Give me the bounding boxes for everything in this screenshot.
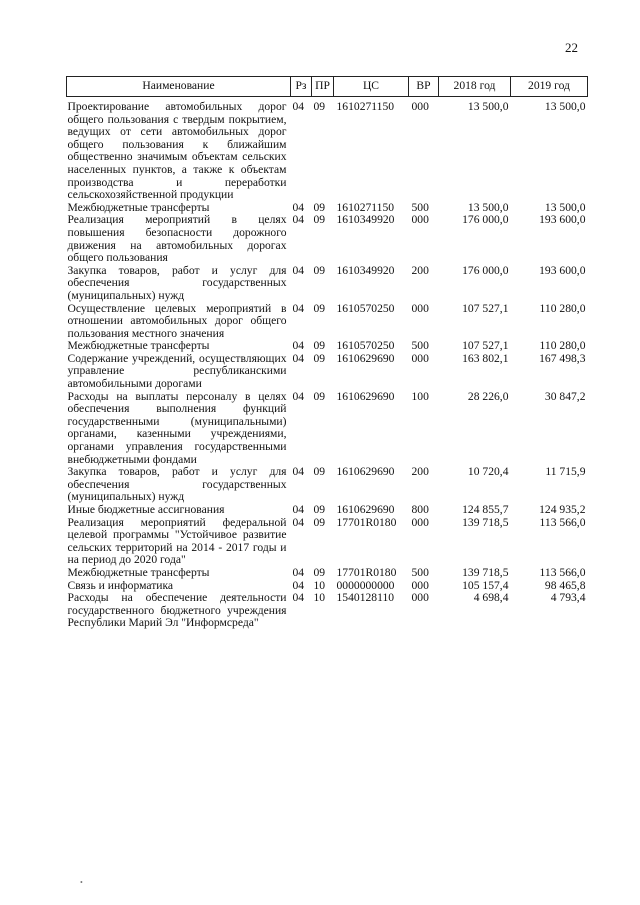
- cell-cs: 1610349920: [336, 263, 395, 277]
- cell-vr: 500: [411, 339, 429, 353]
- cell-pr: 09: [313, 351, 326, 365]
- cell-vr: 500: [411, 200, 429, 214]
- table-row: [67, 303, 588, 341]
- cell-name: Межбюджетные трансферты: [67, 200, 210, 214]
- cell-cs: 1610349920: [336, 213, 395, 227]
- cell-y2019: 98 465,8: [544, 578, 586, 592]
- cell-y2018: 107 527,1: [462, 339, 509, 353]
- cell-cs: 1610271150: [336, 100, 395, 113]
- cell-y2019: 113 566,0: [539, 515, 586, 529]
- cell-pr: 09: [313, 200, 326, 214]
- cell-name: Иные бюджетные ассигнования: [67, 503, 225, 516]
- cell-vr: 000: [411, 100, 429, 113]
- cell-vr: 000: [411, 515, 429, 529]
- cell-vr: 000: [411, 213, 429, 227]
- cell-name: Расходы на обеспечение деятельности государственного бюджетного учреждения Республики Марий Эл "Информсреда": [67, 591, 287, 630]
- cell-y2018: 176 000,0: [462, 263, 509, 277]
- cell-cs: 0000000000: [336, 578, 395, 592]
- cell-vr: 000: [411, 301, 429, 315]
- cell-rz: 04: [292, 503, 305, 516]
- header-name: Наименование: [67, 77, 291, 97]
- cell-rz: 04: [292, 213, 305, 227]
- cell-pr: 09: [313, 389, 326, 403]
- cell-pr: 09: [313, 263, 326, 277]
- cell-y2019: 110 280,0: [539, 301, 586, 315]
- table-body: [67, 97, 588, 630]
- cell-y2018: 13 500,0: [467, 200, 509, 214]
- cell-y2019: 193 600,0: [539, 263, 586, 277]
- cell-cs: 1540128110: [336, 591, 395, 605]
- cell-y2018: 10 720,4: [467, 465, 509, 479]
- cell-rz: 04: [292, 339, 305, 353]
- header-2019: 2019 год: [511, 77, 588, 97]
- table-row: [67, 340, 588, 353]
- table-row: [67, 265, 588, 303]
- cell-rz: 04: [292, 515, 305, 529]
- page-number: 22: [565, 40, 578, 55]
- cell-vr: 000: [411, 351, 429, 365]
- cell-name: Закупка товаров, работ и услуг для обеспечения государственных (муниципальных) нужд: [67, 465, 287, 504]
- table-row: [67, 504, 588, 517]
- cell-pr: 09: [313, 465, 326, 479]
- cell-vr: 200: [411, 263, 429, 277]
- cell-vr: 800: [411, 503, 429, 516]
- cell-name: Реализация мероприятий в целях повышения безопасности дорожного движения на автомобильных дорогах общего пользования: [67, 213, 287, 265]
- table-row: [67, 214, 588, 264]
- table-row: [67, 97, 588, 202]
- header-pr: ПР: [312, 77, 334, 97]
- cell-rz: 04: [292, 565, 305, 579]
- cell-vr: 000: [411, 578, 429, 592]
- cell-name: Межбюджетные трансферты: [67, 565, 210, 579]
- cell-name: Межбюджетные трансферты: [67, 339, 210, 353]
- cell-vr: 500: [411, 565, 429, 579]
- cell-y2018: 124 855,7: [462, 503, 509, 516]
- table-row: [67, 353, 588, 391]
- cell-rz: 04: [292, 465, 305, 479]
- cell-pr: 09: [313, 301, 326, 315]
- table-row: [67, 466, 588, 504]
- cell-y2019: 167 498,3: [539, 351, 586, 365]
- cell-y2019: 4 793,4: [550, 591, 586, 605]
- cell-pr: 09: [313, 339, 326, 353]
- table-header-row: [67, 77, 588, 97]
- cell-y2018: 163 802,1: [462, 351, 509, 365]
- cell-pr: 10: [313, 591, 326, 605]
- cell-cs: 1610629690: [336, 465, 395, 479]
- header-cs: ЦС: [334, 77, 409, 97]
- cell-cs: 17701R0180: [336, 565, 397, 579]
- cell-y2019: 193 600,0: [539, 213, 586, 227]
- cell-cs: 1610570250: [336, 301, 395, 315]
- header-vr: ВР: [409, 77, 439, 97]
- cell-vr: 100: [411, 389, 429, 403]
- cell-name: Реализация мероприятий федеральной целевой программы "Устойчивое развитие сельских территорий на 2014 - 2017 годы и на период до 2020 года": [67, 515, 287, 567]
- cell-cs: 1610570250: [336, 339, 395, 353]
- cell-cs: 1610271150: [336, 200, 395, 214]
- cell-y2018: 28 226,0: [467, 389, 509, 403]
- cell-rz: 04: [292, 389, 305, 403]
- cell-y2018: 139 718,5: [462, 515, 509, 529]
- cell-y2019: 113 566,0: [539, 565, 586, 579]
- cell-y2018: 4 698,4: [473, 591, 509, 605]
- cell-rz: 04: [292, 263, 305, 277]
- cell-y2018: 13 500,0: [467, 100, 509, 113]
- header-2018: 2018 год: [439, 77, 511, 97]
- cell-name: Связь и информатика: [67, 578, 174, 592]
- table-row: [67, 592, 588, 630]
- table-row: [67, 391, 588, 467]
- cell-y2019: 30 847,2: [544, 389, 586, 403]
- cell-y2019: 124 935,2: [539, 503, 586, 516]
- cell-cs: 1610629690: [336, 503, 395, 516]
- cell-pr: 09: [313, 503, 326, 516]
- cell-rz: 04: [292, 100, 305, 113]
- cell-vr: 200: [411, 465, 429, 479]
- table-row: [67, 517, 588, 567]
- cell-vr: 000: [411, 591, 429, 605]
- cell-cs: 17701R0180: [336, 515, 397, 529]
- cell-pr: 09: [313, 213, 326, 227]
- budget-table: [66, 76, 588, 630]
- scan-artifact: •: [80, 878, 83, 887]
- cell-y2018: 107 527,1: [462, 301, 509, 315]
- cell-y2019: 13 500,0: [544, 200, 586, 214]
- cell-rz: 04: [292, 591, 305, 605]
- cell-rz: 04: [292, 351, 305, 365]
- cell-name: Осуществление целевых мероприятий в отношении автомобильных дорог общего пользования местного значения: [67, 301, 287, 340]
- cell-rz: 04: [292, 301, 305, 315]
- cell-pr: 10: [313, 578, 326, 592]
- cell-rz: 04: [292, 200, 305, 214]
- cell-y2018: 105 157,4: [462, 578, 509, 592]
- header-rz: Рз: [291, 77, 312, 97]
- cell-name: Содержание учреждений, осуществляющих управление республиканскими автомобильными дорогами: [67, 351, 287, 391]
- cell-pr: 09: [313, 565, 326, 579]
- cell-name: Расходы на выплаты персоналу в целях обеспечения выполнения функций государственными (муниципальными) органами, казенными учреждениями, органами управления государственными внебюджетными фондами: [67, 389, 287, 466]
- cell-cs: 1610629690: [336, 389, 395, 403]
- cell-name: Проектирование автомобильных дорог общего пользования с твердым покрытием, ведущих от сети автомобильных дорог общего пользования к ближайшим общественно значимым объектам сельских населенных пунктов, а также к объектам производства и переработки сельскохозяйственной продукции: [67, 100, 287, 202]
- cell-cs: 1610629690: [336, 351, 395, 365]
- cell-y2019: 110 280,0: [539, 339, 586, 353]
- cell-y2019: 11 715,9: [545, 465, 586, 479]
- cell-pr: 09: [313, 515, 326, 529]
- cell-y2018: 139 718,5: [462, 565, 509, 579]
- table-row: [67, 567, 588, 580]
- cell-pr: 09: [313, 100, 326, 113]
- cell-y2018: 176 000,0: [462, 213, 509, 227]
- cell-name: Закупка товаров, работ и услуг для обеспечения государственных (муниципальных) нужд: [67, 263, 287, 302]
- cell-rz: 04: [292, 578, 305, 592]
- cell-y2019: 13 500,0: [544, 100, 586, 113]
